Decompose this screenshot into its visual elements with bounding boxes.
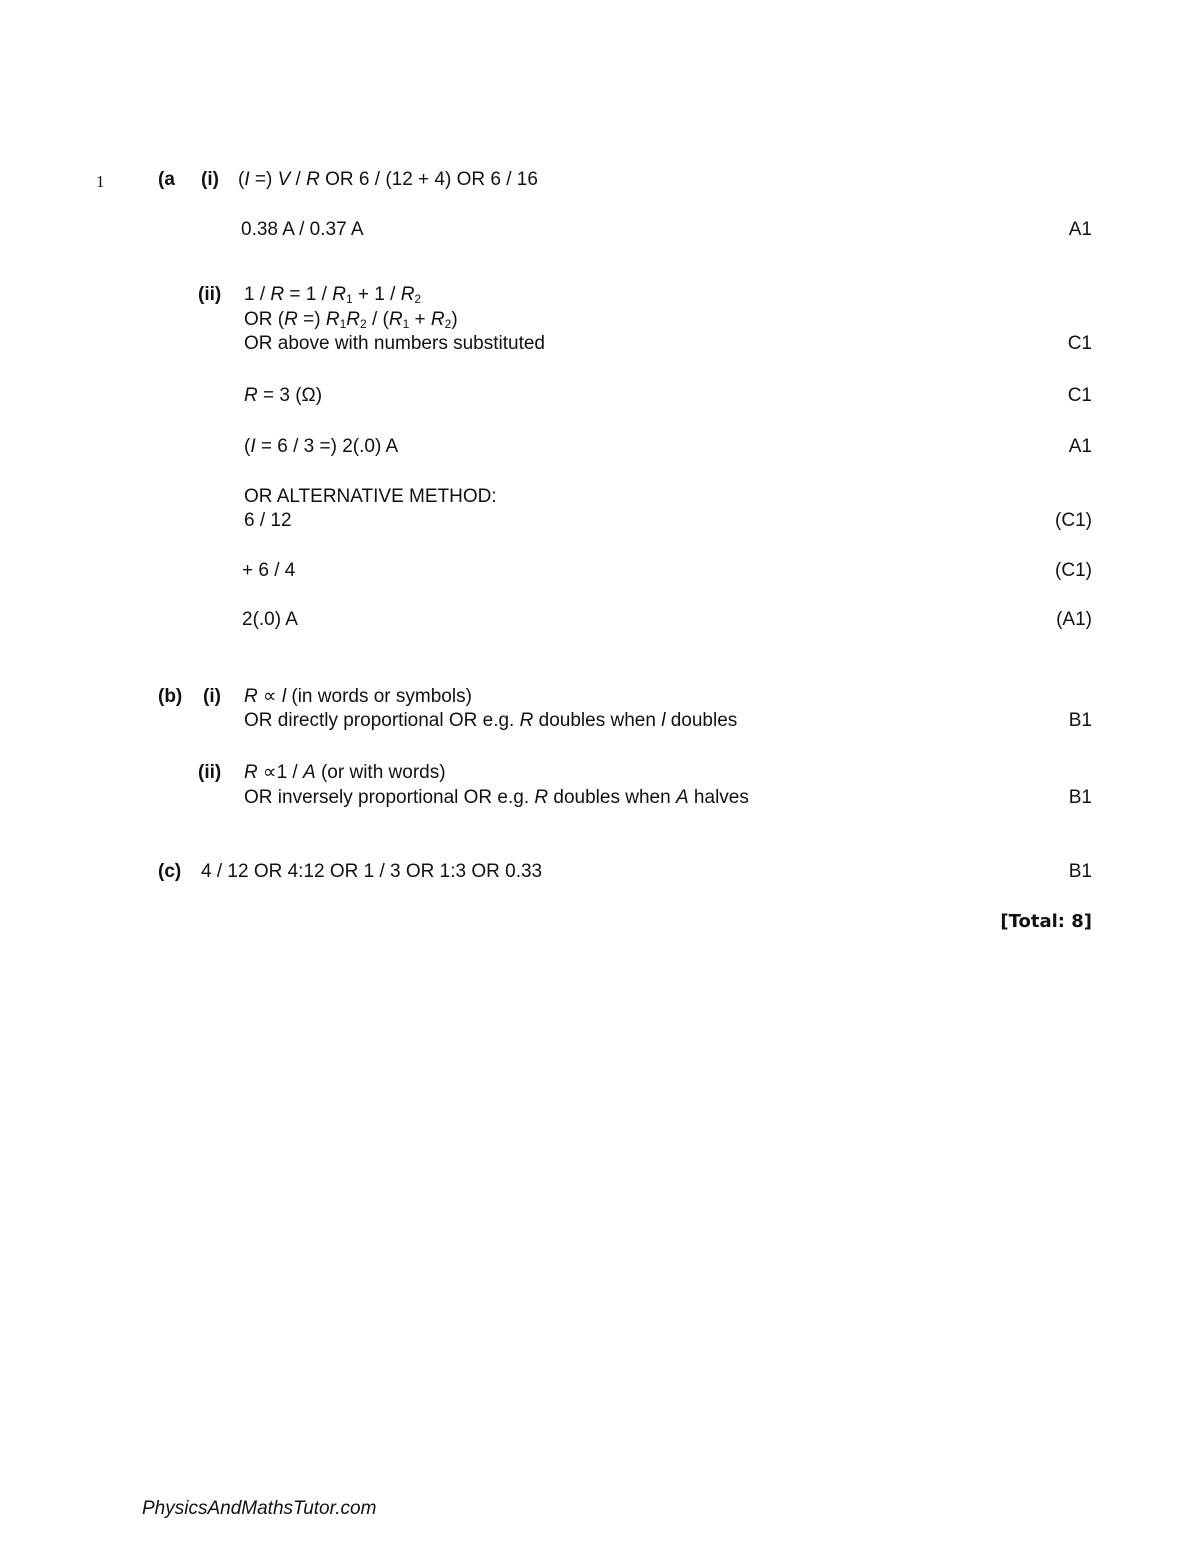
part-b-i-line1: R ∝ l (in words or symbols)	[244, 686, 472, 707]
part-c-label: (c)	[158, 861, 182, 882]
part-a-i-mark: A1	[1068, 219, 1092, 240]
part-a-ii-r-line: R = 3 (Ω)	[244, 385, 323, 406]
part-b-ii-mark: B1	[1068, 787, 1092, 808]
part-b-ii-line2: OR inversely proportional OR e.g. R doubles when A halves	[244, 787, 749, 808]
alt-step-2-mark: (C1)	[1055, 560, 1092, 581]
part-a-i-answer: 0.38 A / 0.37 A	[241, 219, 364, 240]
part-a-ii-label: (ii)	[198, 284, 222, 305]
part-a-ii-eq3: OR above with numbers substituted	[244, 333, 545, 354]
part-c-mark: B1	[1068, 861, 1092, 882]
footer-site-name: PhysicsAndMathsTutor.com	[142, 1498, 377, 1519]
part-a-ii-eq2: OR (R =) $R_1R_2 / (R_1 + R_2)$	[244, 309, 458, 331]
part-b-ii-label: (ii)	[198, 762, 222, 783]
total-marks: [Total: 8]	[1000, 911, 1092, 932]
alt-step-1-mark: (C1)	[1055, 510, 1092, 531]
part-a-ii-eq3-mark: C1	[1067, 333, 1092, 354]
part-a-i-label: (i)	[201, 169, 219, 190]
part-b-i-line2: OR directly proportional OR e.g. R doubles when l doubles	[244, 710, 738, 731]
part-b-label: (b)	[158, 686, 183, 707]
alt-step-1: 6 / 12	[244, 510, 292, 531]
part-b-i-mark: B1	[1068, 710, 1092, 731]
part-a-ii-r-mark: C1	[1067, 385, 1092, 406]
alt-step-3: 2(.0) A	[242, 609, 298, 630]
part-a-ii-i-line: (I = 6 / 3 =) 2(.0) A	[244, 436, 399, 457]
alt-step-3-mark: (A1)	[1056, 609, 1092, 630]
alt-step-2: + 6 / 4	[242, 560, 296, 581]
part-a-i-line1: (I =) V / R OR 6 / (12 + 4) OR 6 / 16	[238, 169, 538, 190]
alt-method-title: OR ALTERNATIVE METHOD:	[244, 486, 497, 507]
question-number: 1	[96, 172, 105, 191]
part-a-label: (a	[158, 169, 175, 190]
part-b-ii-line1: R ∝1 / A (or with words)	[244, 762, 446, 783]
part-c-answer: 4 / 12 OR 4:12 OR 1 / 3 OR 1:3 OR 0.33	[201, 861, 543, 882]
part-b-i-label: (i)	[203, 686, 221, 707]
part-a-ii-eq1: $1 / R = 1 / R_1 + 1 / R_2$	[244, 284, 422, 306]
part-a-ii-i-mark: A1	[1068, 436, 1092, 457]
